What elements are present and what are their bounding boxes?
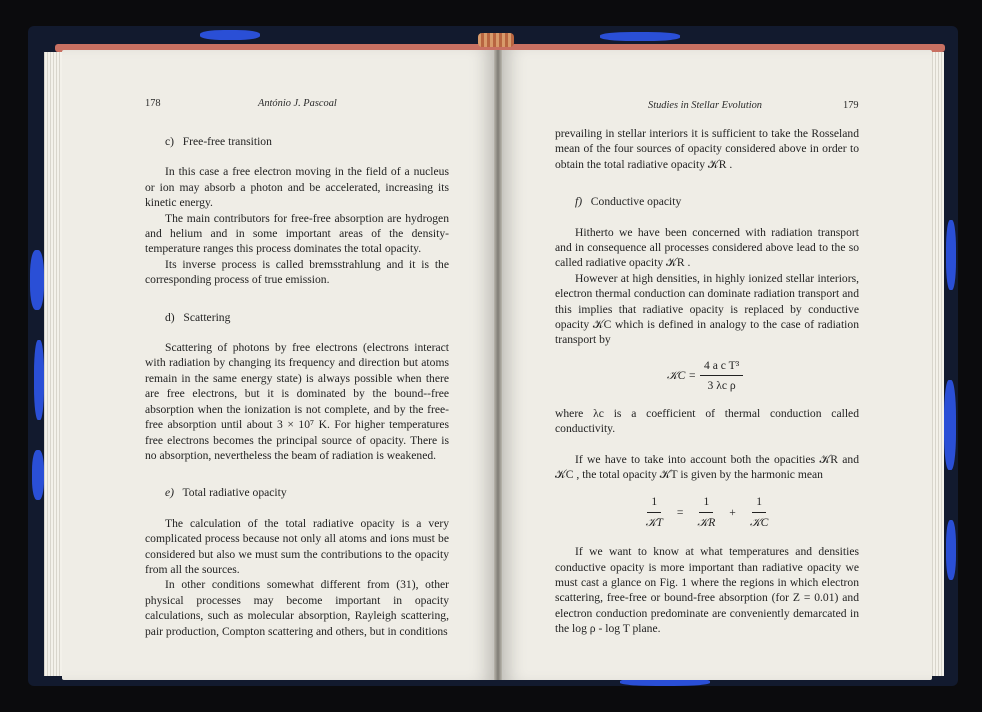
conductive-opacity-formula [555, 358, 859, 394]
formula-2-term-radiative [693, 494, 719, 530]
cover-marbling [34, 340, 44, 420]
section-d-label: d) [165, 310, 175, 324]
section-f-paragraph-4: If we have to take into account both the opacities 𝒦R and 𝒦C , the total opacity 𝒦T is given by the harmonic mean [555, 452, 859, 481]
book-gutter [494, 50, 502, 680]
cover-marbling [200, 30, 260, 40]
section-f-title: Conductive opacity [590, 195, 682, 209]
cover-marbling [32, 450, 44, 500]
formula-2-plus: + [729, 505, 736, 519]
left-page-body [145, 134, 449, 639]
section-c-label: c) [165, 135, 175, 148]
formula-2-equals: = [676, 505, 684, 519]
section-c-paragraph-2: The main contributors for free-free absorption are hydrogen and helium and in some important areas of the density-temperature ranges this process dominates the total opacity. [145, 211, 449, 256]
page-stack-right [932, 52, 944, 676]
section-d-heading [145, 310, 449, 325]
section-c-paragraph-1: In this case a free electron moving in the field of a nucleus or ion may absorb a photon and be accelerated, increasing its kinetic energy. [145, 165, 449, 210]
cover-marbling [600, 32, 680, 41]
formula-2-term-conductive [746, 494, 773, 530]
cover-marbling [946, 520, 956, 580]
formula-2-t3-denominator: 𝒦C [749, 515, 769, 529]
section-c-title: Free-free transition [182, 135, 272, 148]
formula-1-numerator: 4 a c T³ [700, 358, 743, 376]
section-e-title: Total radiative opacity [182, 486, 287, 500]
section-d-paragraph-1: Scattering of photons by free electrons (electrons interact with radiation by changing its frequency and direction but atoms remain in the same energy state) is always possible when there are free electrons, but it is dominated by the bound--free absorption when the ionization is not complete, and by the free-free absorption until about 3 × 10⁷ K. For higher temperatures free electrons becomes the principal source of opacity. There is no absorption, nevertheless the beam of radiation is weakened. [145, 341, 449, 462]
left-running-head: António J. Pascoal [258, 98, 337, 109]
right-paragraph-continued: prevailing in stellar interiors it is sufficient to take the Rosseland mean of the four sources of opacity considered above in order to obtain the total radiative opacity 𝒦R . [555, 127, 859, 171]
section-f-paragraph-2: However at high densities, in highly ionized stellar interiors, electron thermal conduction can dominate radiation transport and this implies that radiative opacity is replaced by conductive opacity 𝒦C which is defined in analogy to the case of radiation transport by [555, 271, 859, 347]
section-f-paragraph-5: If we want to know at what temperatures and densities conductive opacity is more important than radiative opacity we must cast a glance on Fig. 1 where the regions in which electron scattering, free-free or bound-free absorption (for Z = 0.01) and electron conduction predominate are conveniently demarcated in the log ρ - log T plane. [555, 545, 859, 636]
formula-2-t1-denominator: 𝒦T [645, 515, 663, 529]
section-d-title: Scattering [183, 310, 231, 324]
page-stack-left [44, 52, 62, 676]
formula-2-t2-numerator: 1 [699, 494, 713, 512]
formula-2-t1-numerator: 1 [647, 494, 661, 512]
formula-2-term-total [642, 494, 667, 530]
section-e-label: e) [165, 486, 175, 500]
formula-2-t3-numerator: 1 [752, 494, 766, 512]
cover-marbling [30, 250, 44, 310]
right-page-body [555, 126, 859, 637]
section-c-heading [145, 134, 449, 149]
section-e-paragraph-1: The calculation of the total radiative opacity is a very complicated process because not only all atoms and ions must be considered but also we must sum the contributions to the opacity from all the sources. [145, 516, 449, 576]
formula-1-denominator: 3 λc ρ [707, 379, 736, 393]
section-f-heading [555, 194, 859, 209]
formula-1-fraction [700, 358, 743, 394]
left-page-number: 178 [145, 98, 161, 109]
formula-1-lhs: 𝒦C = [666, 369, 697, 383]
book-headband [478, 33, 514, 47]
cover-marbling [944, 380, 956, 470]
section-c-paragraph-3: Its inverse process is called bremsstrahlung and it is the corresponding process of true emission. [145, 257, 449, 287]
section-f-paragraph-1: Hitherto we have been concerned with radiation transport and in consequence all processes considered above lead to the so called radiative opacity 𝒦R . [555, 225, 859, 270]
formula-2-t2-denominator: 𝒦R [697, 515, 716, 529]
section-f-paragraph-3: where λc is a coefficient of thermal conduction called conductivity. [555, 406, 859, 436]
right-running-head: Studies in Stellar Evolution [648, 100, 762, 111]
cover-marbling [946, 220, 956, 290]
right-page-number: 179 [843, 100, 859, 111]
section-e-heading [145, 485, 449, 500]
harmonic-mean-formula [555, 494, 859, 530]
section-e-paragraph-2: In other conditions somewhat different from (31), other physical processes may become important in opacity calculations, such as molecular absorption, Rayleigh scattering, pair production, Compton scattering and others, but in conditions [145, 578, 449, 638]
section-f-label: f) [575, 195, 583, 209]
